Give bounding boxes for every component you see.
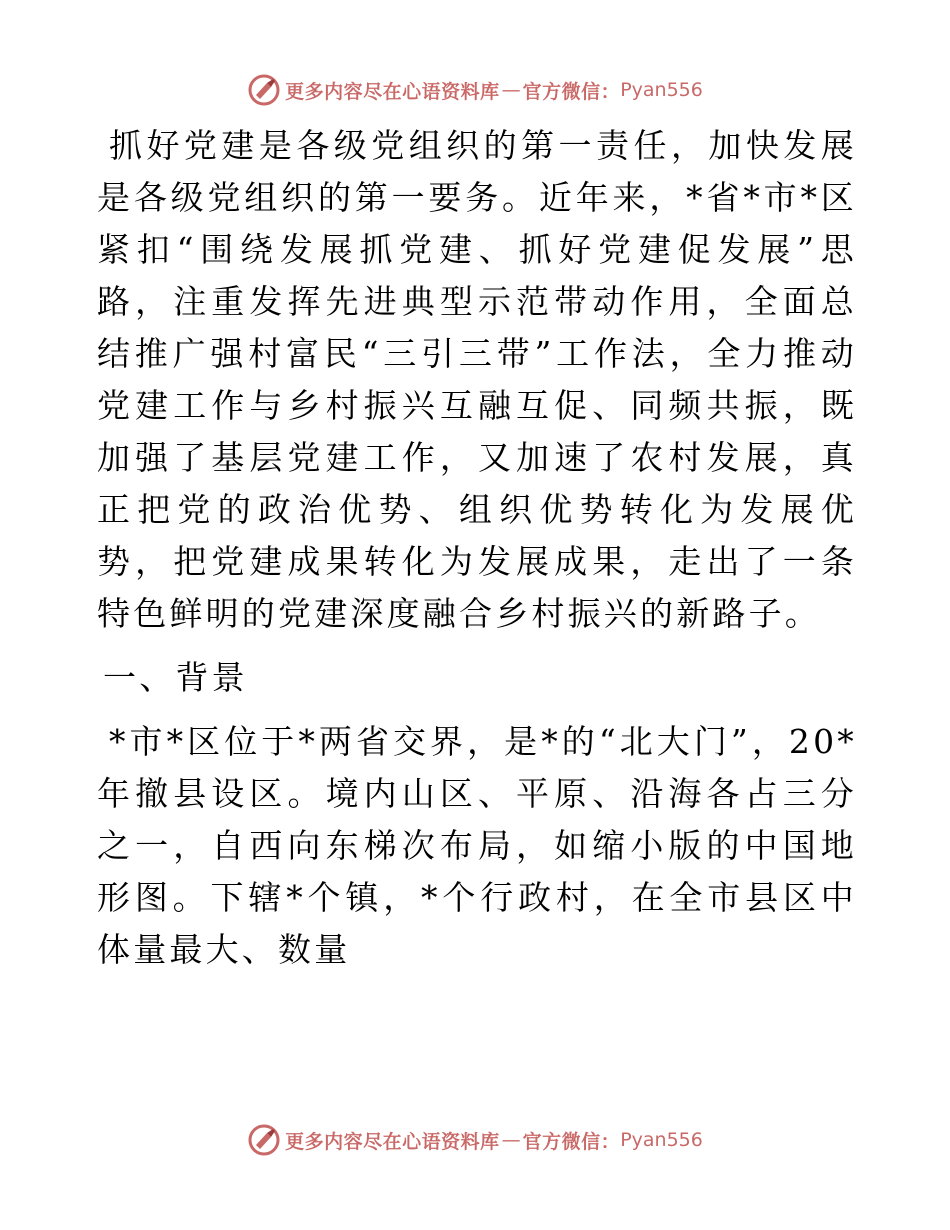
watermark-wechat-label: 官方微信： — [522, 1130, 621, 1153]
watermark-separator: — — [501, 79, 521, 101]
watermark-footer — [0, 1120, 950, 1160]
paragraph-intro: 抓好党建是各级党组织的第一责任，加快发展是各级党组织的第一要务。近年来，*省*市*区紧扣“围绕发展抓党建、抓好党建促发展”思路，注重发挥先进典型示范带动作用，全面总结推广强村富民“三引三带”工作法，全力推动党建工作与乡村振兴互融互促、同频共振，既加强了基层党建工作，又加速了农村发展，真正把党的政治优势、组织优势转化为发展优势，把党建成果转化为发展成果，走出了一条特色鲜明的党建深度融合乡村振兴的新路子。 — [97, 126, 857, 633]
watermark-text: 更多内容尽在心语资料库 — [285, 80, 500, 103]
paragraph-background: *市*区位于*两省交界，是*的“北大门”，20*年撤县设区。境内山区、平原、沿海各占三分之一，自西向东梯次布局，如缩小版的中国地形图。下辖*个镇，*个行政村，在全市县区中体量最大、数量 — [97, 722, 857, 969]
watermark-wechat-id: Pyan556 — [620, 79, 703, 101]
document-body — [97, 120, 857, 976]
watermark-header — [0, 70, 950, 110]
watermark-text: 更多内容尽在心语资料库 — [285, 1130, 500, 1153]
watermark-logo-icon — [247, 1123, 281, 1157]
watermark-wechat-label: 官方微信： — [522, 80, 621, 103]
section-heading: 一、背景 — [103, 658, 248, 697]
watermark-logo-icon — [247, 73, 281, 107]
watermark-separator: — — [501, 1129, 521, 1151]
watermark-wechat-id: Pyan556 — [620, 1129, 703, 1151]
